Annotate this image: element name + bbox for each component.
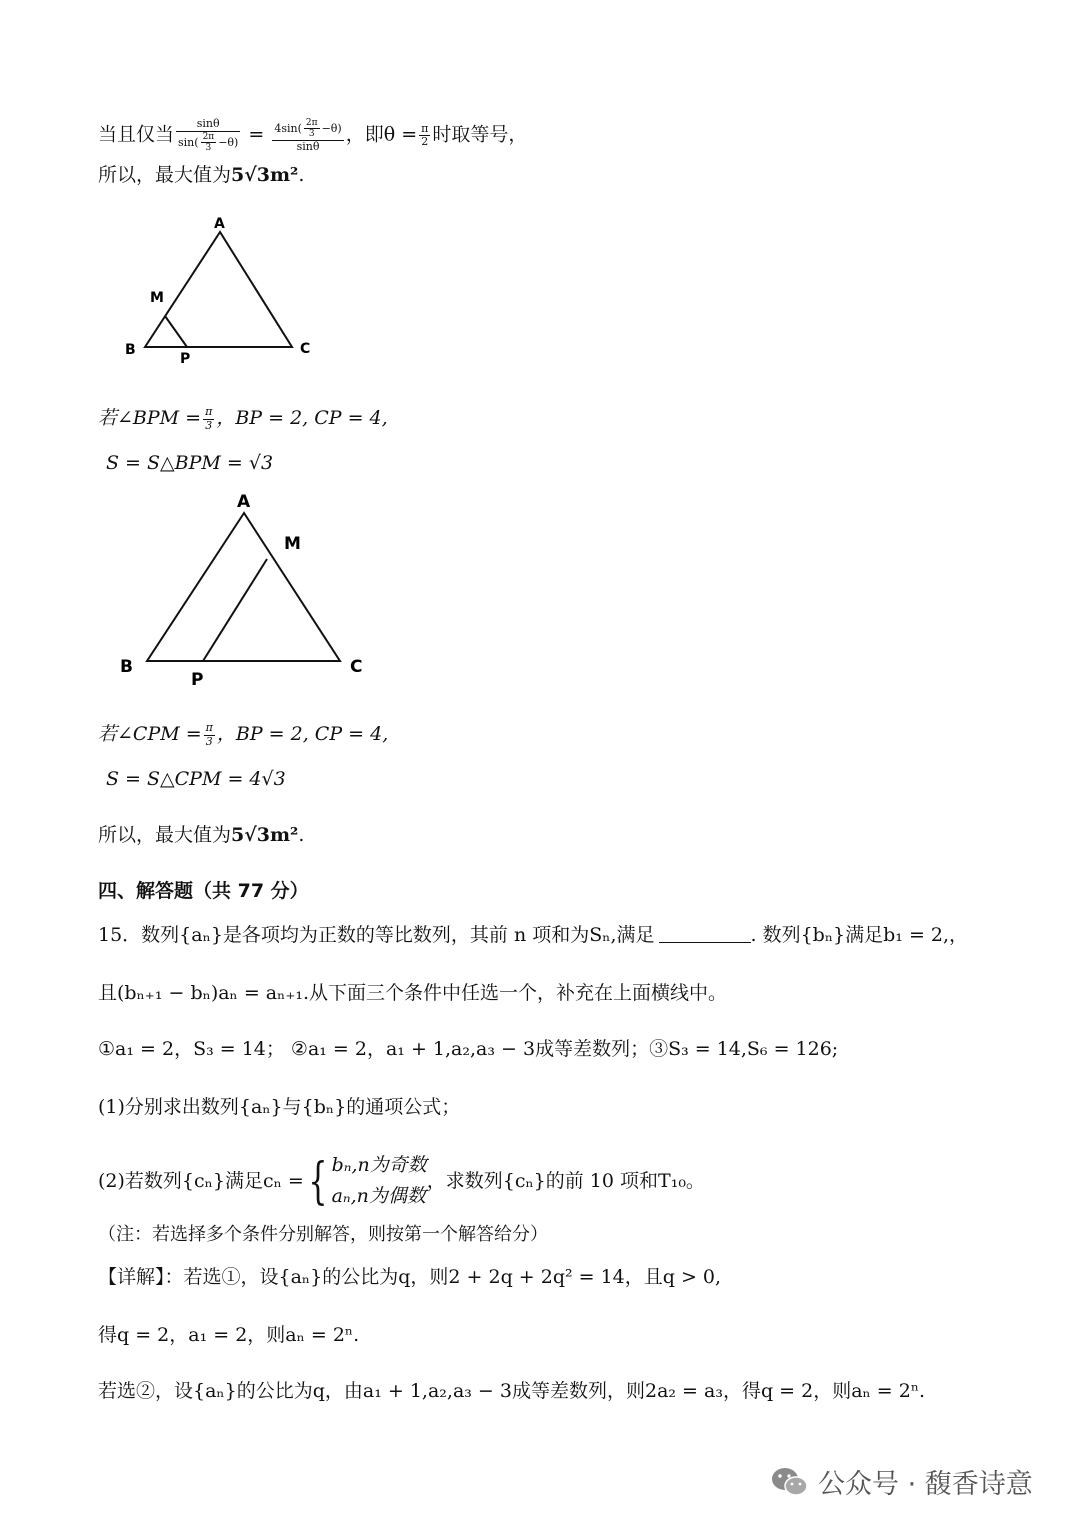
q15-note: （注：若选择多个条件分别解答，则按第一个解答给分） xyxy=(98,1224,548,1245)
q15-result-2: 若选②，设{aₙ}的公比为q，由a₁ + 1,a₂,a₃ − 3成等差数列，则2a₂ = a₃，得q = 2，则aₙ = 2ⁿ. xyxy=(98,1380,926,1402)
vertex-c-label: C xyxy=(350,657,363,677)
q15-detail: 【详解】：若选①，设{aₙ}的公比为q，则2 + 2q + 2q² = 14，且q > 0, xyxy=(98,1266,722,1288)
q15-conditions: ①a₁ = 2，S₃ = 14； ②a₁ = 2，a₁ + 1,a₂,a₃ − 3成等差数列；③S₃ = 14,S₆ = 126; xyxy=(98,1038,839,1060)
wechat-icon xyxy=(770,1465,810,1499)
line-angle-bpm: 若∠BPM = $\frac{\pi}{3}$ ，BP = 2, CP = 4, xyxy=(98,405,388,432)
triangle-figure-2 xyxy=(110,485,380,690)
vertex-b-label: B xyxy=(120,657,133,677)
watermark-text: 公众号 · 馥香诗意 xyxy=(818,1469,1033,1500)
line-max-value-2: 所以，最大值为5√3m². xyxy=(98,824,305,846)
vertex-b-label: B xyxy=(125,342,136,358)
watermark xyxy=(770,1462,1033,1501)
vertex-c-label: C xyxy=(300,341,311,357)
q15-result-1: 得q = 2，a₁ = 2，则aₙ = 2ⁿ. xyxy=(98,1324,360,1346)
vertex-m-label: M xyxy=(284,534,301,554)
line-equality-condition: 当且仅当 sinθ sin( $\frac{2\pi}{3}$ −θ) = 4sin( $\frac{2\pi}{3}$ −θ) sinθ ，即θ = $\frac{\pi}{2}$ 时取等号， xyxy=(98,117,528,153)
vertex-a-label: A xyxy=(214,216,225,232)
line-area-bpm: S = S△BPM = √3 xyxy=(106,452,274,474)
q15-part-1: (1)分别求出数列{aₙ}与{bₙ}的通项公式； xyxy=(98,1096,461,1118)
answer-blank[interactable] xyxy=(659,926,751,943)
piecewise-brace: { xyxy=(308,1152,328,1211)
vertex-m-label: M xyxy=(150,290,164,306)
q15-part-2: (2)若数列{cₙ}满足cₙ = { bₙ,n为奇数 aₙ,n为偶数 ，求数列{cₙ}的前 10 项和T₁₀。 xyxy=(98,1150,705,1213)
q15-line-1: 15．数列{aₙ}是各项均为正数的等比数列，其前 n 项和为Sₙ,满足 . 数列{bₙ}满足b₁ = 2,， xyxy=(98,924,969,946)
line-area-cpm: S = S△CPM = 4√3 xyxy=(106,768,286,790)
section-heading: 四、解答题（共 77 分） xyxy=(98,880,309,902)
fraction-sin-ratio-1: sinθ sin( $\frac{2\pi}{3}$ −θ) xyxy=(178,117,239,153)
vertex-a-label: A xyxy=(237,492,251,512)
line-angle-cpm: 若∠CPM = $\frac{\pi}{3}$ ，BP = 2, CP = 4, xyxy=(98,721,389,748)
q15-line-2: 且(bₙ₊₁ − bₙ)aₙ = aₙ₊₁.从下面三个条件中任选一个，补充在上面横线中。 xyxy=(98,982,728,1004)
fraction-sin-ratio-2: 4sin( $\frac{2\pi}{3}$ −θ) sinθ xyxy=(274,118,342,153)
piecewise-cases: bₙ,n为奇数 aₙ,n为偶数 xyxy=(331,1154,427,1208)
line-max-value-1: 所以，最大值为5√3m². xyxy=(98,164,305,186)
vertex-p-label: P xyxy=(191,670,204,690)
vertex-p-label: P xyxy=(180,351,191,367)
triangle-figure-1 xyxy=(110,210,340,370)
